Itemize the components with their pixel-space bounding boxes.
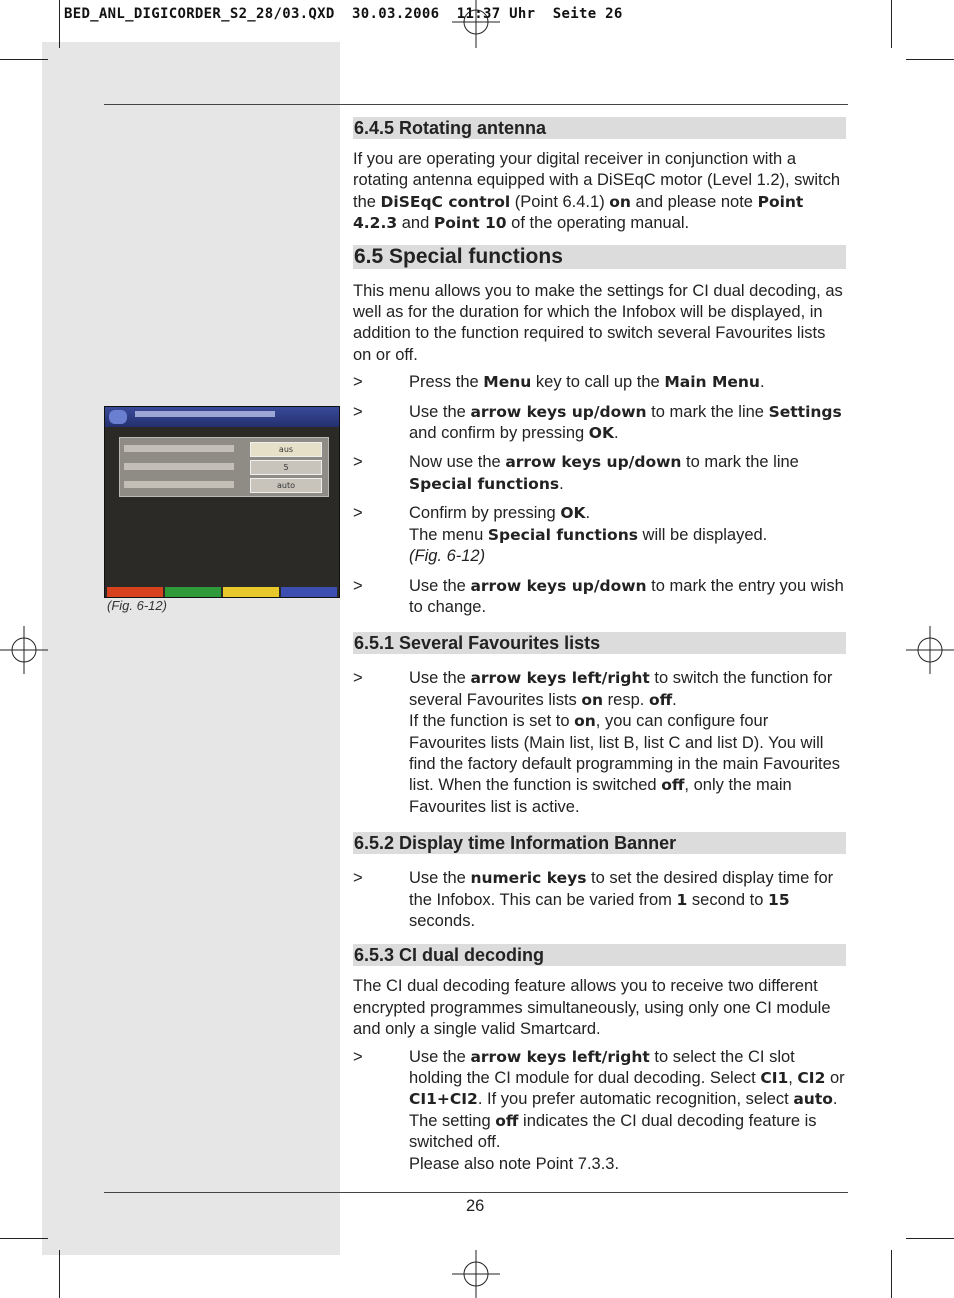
- screen-row-value: aus: [250, 442, 322, 457]
- section-heading: 6.5 Special functions: [353, 245, 846, 269]
- crop-mark: [891, 0, 892, 48]
- screen-breadcrumb: [135, 411, 275, 417]
- section-heading: 6.5.1 Several Favourites lists: [353, 632, 846, 654]
- grey-sidebar: [42, 42, 340, 1255]
- list-marker: >: [353, 576, 363, 595]
- screen-row-label: [124, 481, 234, 488]
- section-heading: 6.5.2 Display time Information Banner: [353, 832, 846, 854]
- screen-row-value: auto: [250, 478, 322, 493]
- list-item: > Use the arrow keys up/down to mark the line Settings and confirm by pressing OK.: [353, 402, 842, 443]
- list-item: > Use the arrow keys left/right to switch the function for several Favourites lists on resp. off. If the function is set to on, you can configure four Favourites lists (Main list, list B, list C and list D). You will find the factory default programming in the main Favourites list. When the function is switched off, only the main Favourites list is active.: [353, 669, 841, 816]
- screen-title-bar: [105, 407, 340, 427]
- list-marker: >: [353, 373, 363, 392]
- list-marker: >: [353, 669, 363, 688]
- list-item: > Press the Menu key to call up the Main Menu.: [353, 372, 846, 393]
- list-marker: >: [353, 453, 363, 472]
- footer-rule: [104, 1192, 848, 1193]
- screen-row: [124, 478, 324, 492]
- header-rule: [104, 104, 848, 105]
- paragraph: This menu allows you to make the settings for CI dual decoding, as well as for the duration for which the Infobox will be displayed, in addition to the function required to switch several Favourites lists on or off.: [353, 281, 843, 364]
- crop-mark: [891, 1250, 892, 1298]
- list-item: > Use the numeric keys to set the desired display time for the Infobox. This can be varied from 1 second to 15 seconds.: [353, 869, 834, 930]
- logo-icon: [109, 410, 127, 424]
- list-item: > Now use the arrow keys up/down to mark the line Special functions.: [353, 453, 799, 493]
- registration-mark-icon: [0, 626, 48, 674]
- registration-mark-icon: [452, 0, 500, 48]
- list-item: > Use the arrow keys up/down to mark the entry you wish to change.: [353, 576, 844, 616]
- screen-row-label: [124, 445, 234, 452]
- print-slug: BED_ANL_DIGICORDER_S2_28/03.QXD 30.03.2006 11:37 Uhr Seite 26: [64, 6, 623, 22]
- crop-mark: [59, 1250, 60, 1298]
- registration-mark-icon: [452, 1250, 500, 1298]
- list-marker: >: [353, 402, 363, 421]
- menu-screenshot: [104, 406, 340, 598]
- screen-row: [124, 442, 324, 456]
- list-item: > Confirm by pressing OK. The menu Special functions will be displayed. (Fig. 6-12): [353, 504, 768, 566]
- list-marker: >: [353, 1047, 363, 1066]
- screen-row-value: 5: [250, 460, 322, 475]
- main-content: [353, 117, 846, 1175]
- crop-mark: [59, 0, 60, 48]
- green-button-bar: [165, 587, 221, 597]
- yellow-button-bar: [223, 587, 279, 597]
- crop-mark: [0, 59, 48, 60]
- crop-mark: [0, 1238, 48, 1239]
- section-heading: 6.4.5 Rotating antenna: [353, 117, 846, 139]
- paragraph: If you are operating your digital receiver in conjunction with a rotating antenna equipped with a DiSEqC motor (Level 1.2), switch the DiSEqC control (Point 6.4.1) on and please note Point 4.2.3 and Point 10 of the operating manual.: [353, 150, 841, 233]
- figure-caption: (Fig. 6-12): [107, 598, 167, 613]
- section-heading: 6.5.3 CI dual decoding: [353, 944, 846, 966]
- registration-mark-icon: [906, 626, 954, 674]
- crop-mark: [906, 59, 954, 60]
- list-item: > Use the arrow keys left/right to select the CI slot holding the CI module for dual decoding. Select CI1, CI2 or CI1+CI2. If you prefer automatic recognition, select auto. The setting off indicates the CI dual decoding feature is switched off. Please also note Point 7.3.3.: [353, 1047, 845, 1173]
- list-marker: >: [353, 504, 363, 523]
- screen-row-label: [124, 463, 234, 470]
- screen-settings-panel: [119, 437, 329, 497]
- list-marker: >: [353, 869, 363, 888]
- crop-mark: [906, 1238, 954, 1239]
- blue-button-bar: [281, 587, 337, 597]
- page-number: 26: [466, 1197, 485, 1215]
- paragraph: The CI dual decoding feature allows you to receive two different encrypted programmes simultaneously, using only one CI module and only a single valid Smartcard.: [353, 977, 831, 1039]
- screen-row: [124, 460, 324, 474]
- red-button-bar: [107, 587, 163, 597]
